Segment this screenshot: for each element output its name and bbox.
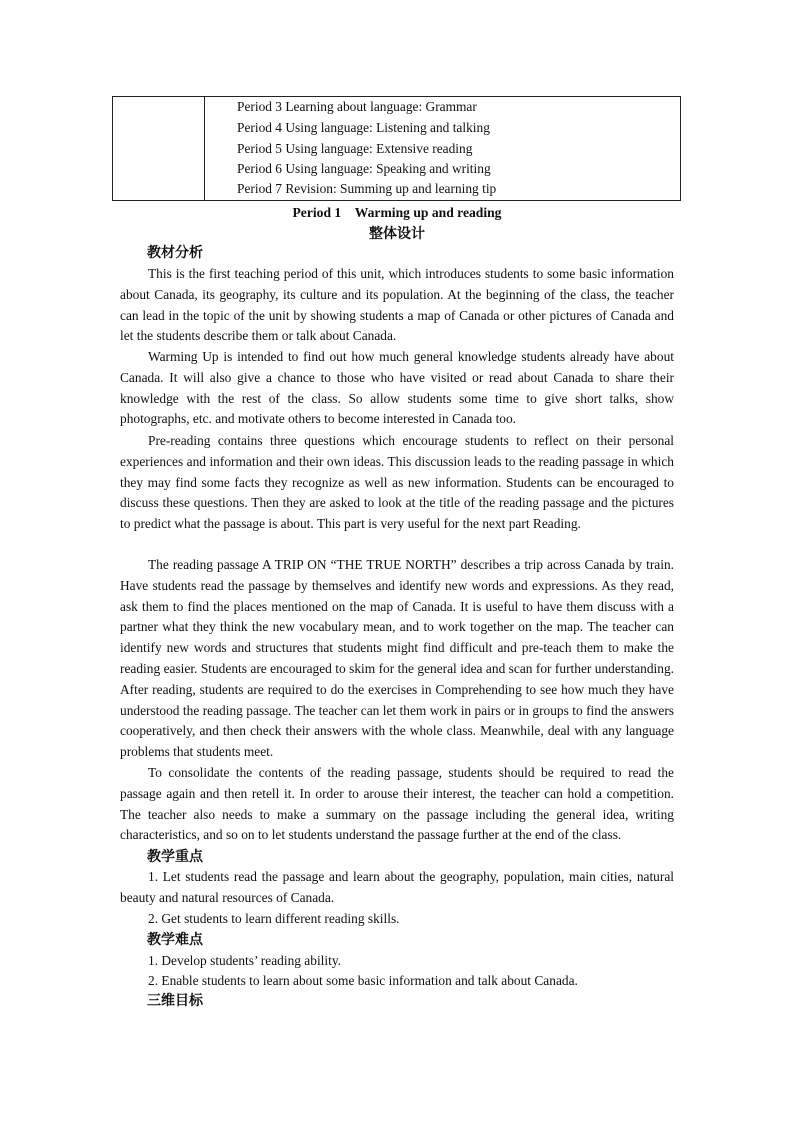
period-title: Period 1 Warming up and reading (292, 205, 502, 220)
period-7-line: Period 7 Revision: Summing up and learning tip (237, 181, 497, 196)
key-point-2: 2. Get students to learn different reading skills. (148, 911, 400, 926)
table-left-cell (113, 97, 205, 200)
difficulties-heading: 教学难点 (147, 932, 203, 948)
period-4-line: Period 4 Using language: Listening and talking (237, 120, 490, 135)
key-points-heading: 教学重点 (147, 849, 203, 865)
materials-analysis-heading: 教材分析 (147, 245, 203, 261)
materials-paragraph-4: The reading passage A TRIP ON “THE TRUE NORTH” describes a trip across Canada by train. Have students read the passage by themselves and identify new words and expressions. As they read, ask them to find the places mentioned on the map of Canada. It is useful to have them discuss with a partner what they think the new vocabulary mean, and to work together on the map. The teacher can identify new words and structures that students might find difficult and pre-teach them to make the reading easier. Students are encouraged to skim for the general idea and scan for further understanding. After reading, students are required to do the exercises in Comprehending to see how much they have understood the reading passage. The teacher can let them work in pairs or in groups to find the answers cooperatively, and then check their answers with the whole class. Meanwhile, deal with any language problems that students meet. (120, 557, 674, 760)
table-right-cell (206, 97, 680, 200)
periods-table (112, 96, 681, 201)
materials-paragraph-2: Warming Up is intended to find out how much general knowledge students already have about Canada. It will also give a chance to those who have visited or read about Canada to share their knowledge with the rest of the class. So allow students some time to give short talks, show photographs, etc. and motivate others to become interested in Canada too. (120, 349, 674, 427)
materials-paragraph-5: To consolidate the contents of the reading passage, students should be required to read the passage again and then retell it. In order to arouse their interest, the teacher can hold a competition. The teacher also needs to make a summary on the passage including the general idea, writing characteristics, and so on to let students understand the passage further at the end of the class. (120, 765, 674, 843)
materials-paragraph-1: This is the first teaching period of this unit, which introduces students to some basic information about Canada, its geography, its culture and its population. At the beginning of the class, the teacher can lead in the topic of the unit by showing students a map of Canada or other pictures of Canada and let the students describe them or talk about Canada. (120, 266, 674, 344)
objectives-heading: 三维目标 (147, 993, 203, 1009)
materials-paragraph-3: Pre-reading contains three questions which encourage students to reflect on their personal experiences and information and their own ideas. This discussion leads to the reading passage in which they may find some facts they recognize as well as new information. Students can be encouraged to discuss these questions. Then they are asked to look at the title of the reading passage and the pictures to predict what the passage is about. This part is very useful for the next part Reading. (120, 433, 674, 532)
period-5-line: Period 5 Using language: Extensive reading (237, 141, 473, 156)
key-point-1: 1. Let students read the passage and learn about the geography, population, main cities, natural beauty and natural resources of Canada. (120, 869, 674, 905)
period-3-line: Period 3 Learning about language: Grammar (237, 99, 477, 114)
difficulty-1: 1. Develop students’ reading ability. (148, 953, 341, 968)
overall-design-heading: 整体设计 (369, 226, 425, 242)
period-6-line: Period 6 Using language: Speaking and writing (237, 161, 491, 176)
difficulty-2: 2. Enable students to learn about some basic information and talk about Canada. (148, 973, 578, 988)
